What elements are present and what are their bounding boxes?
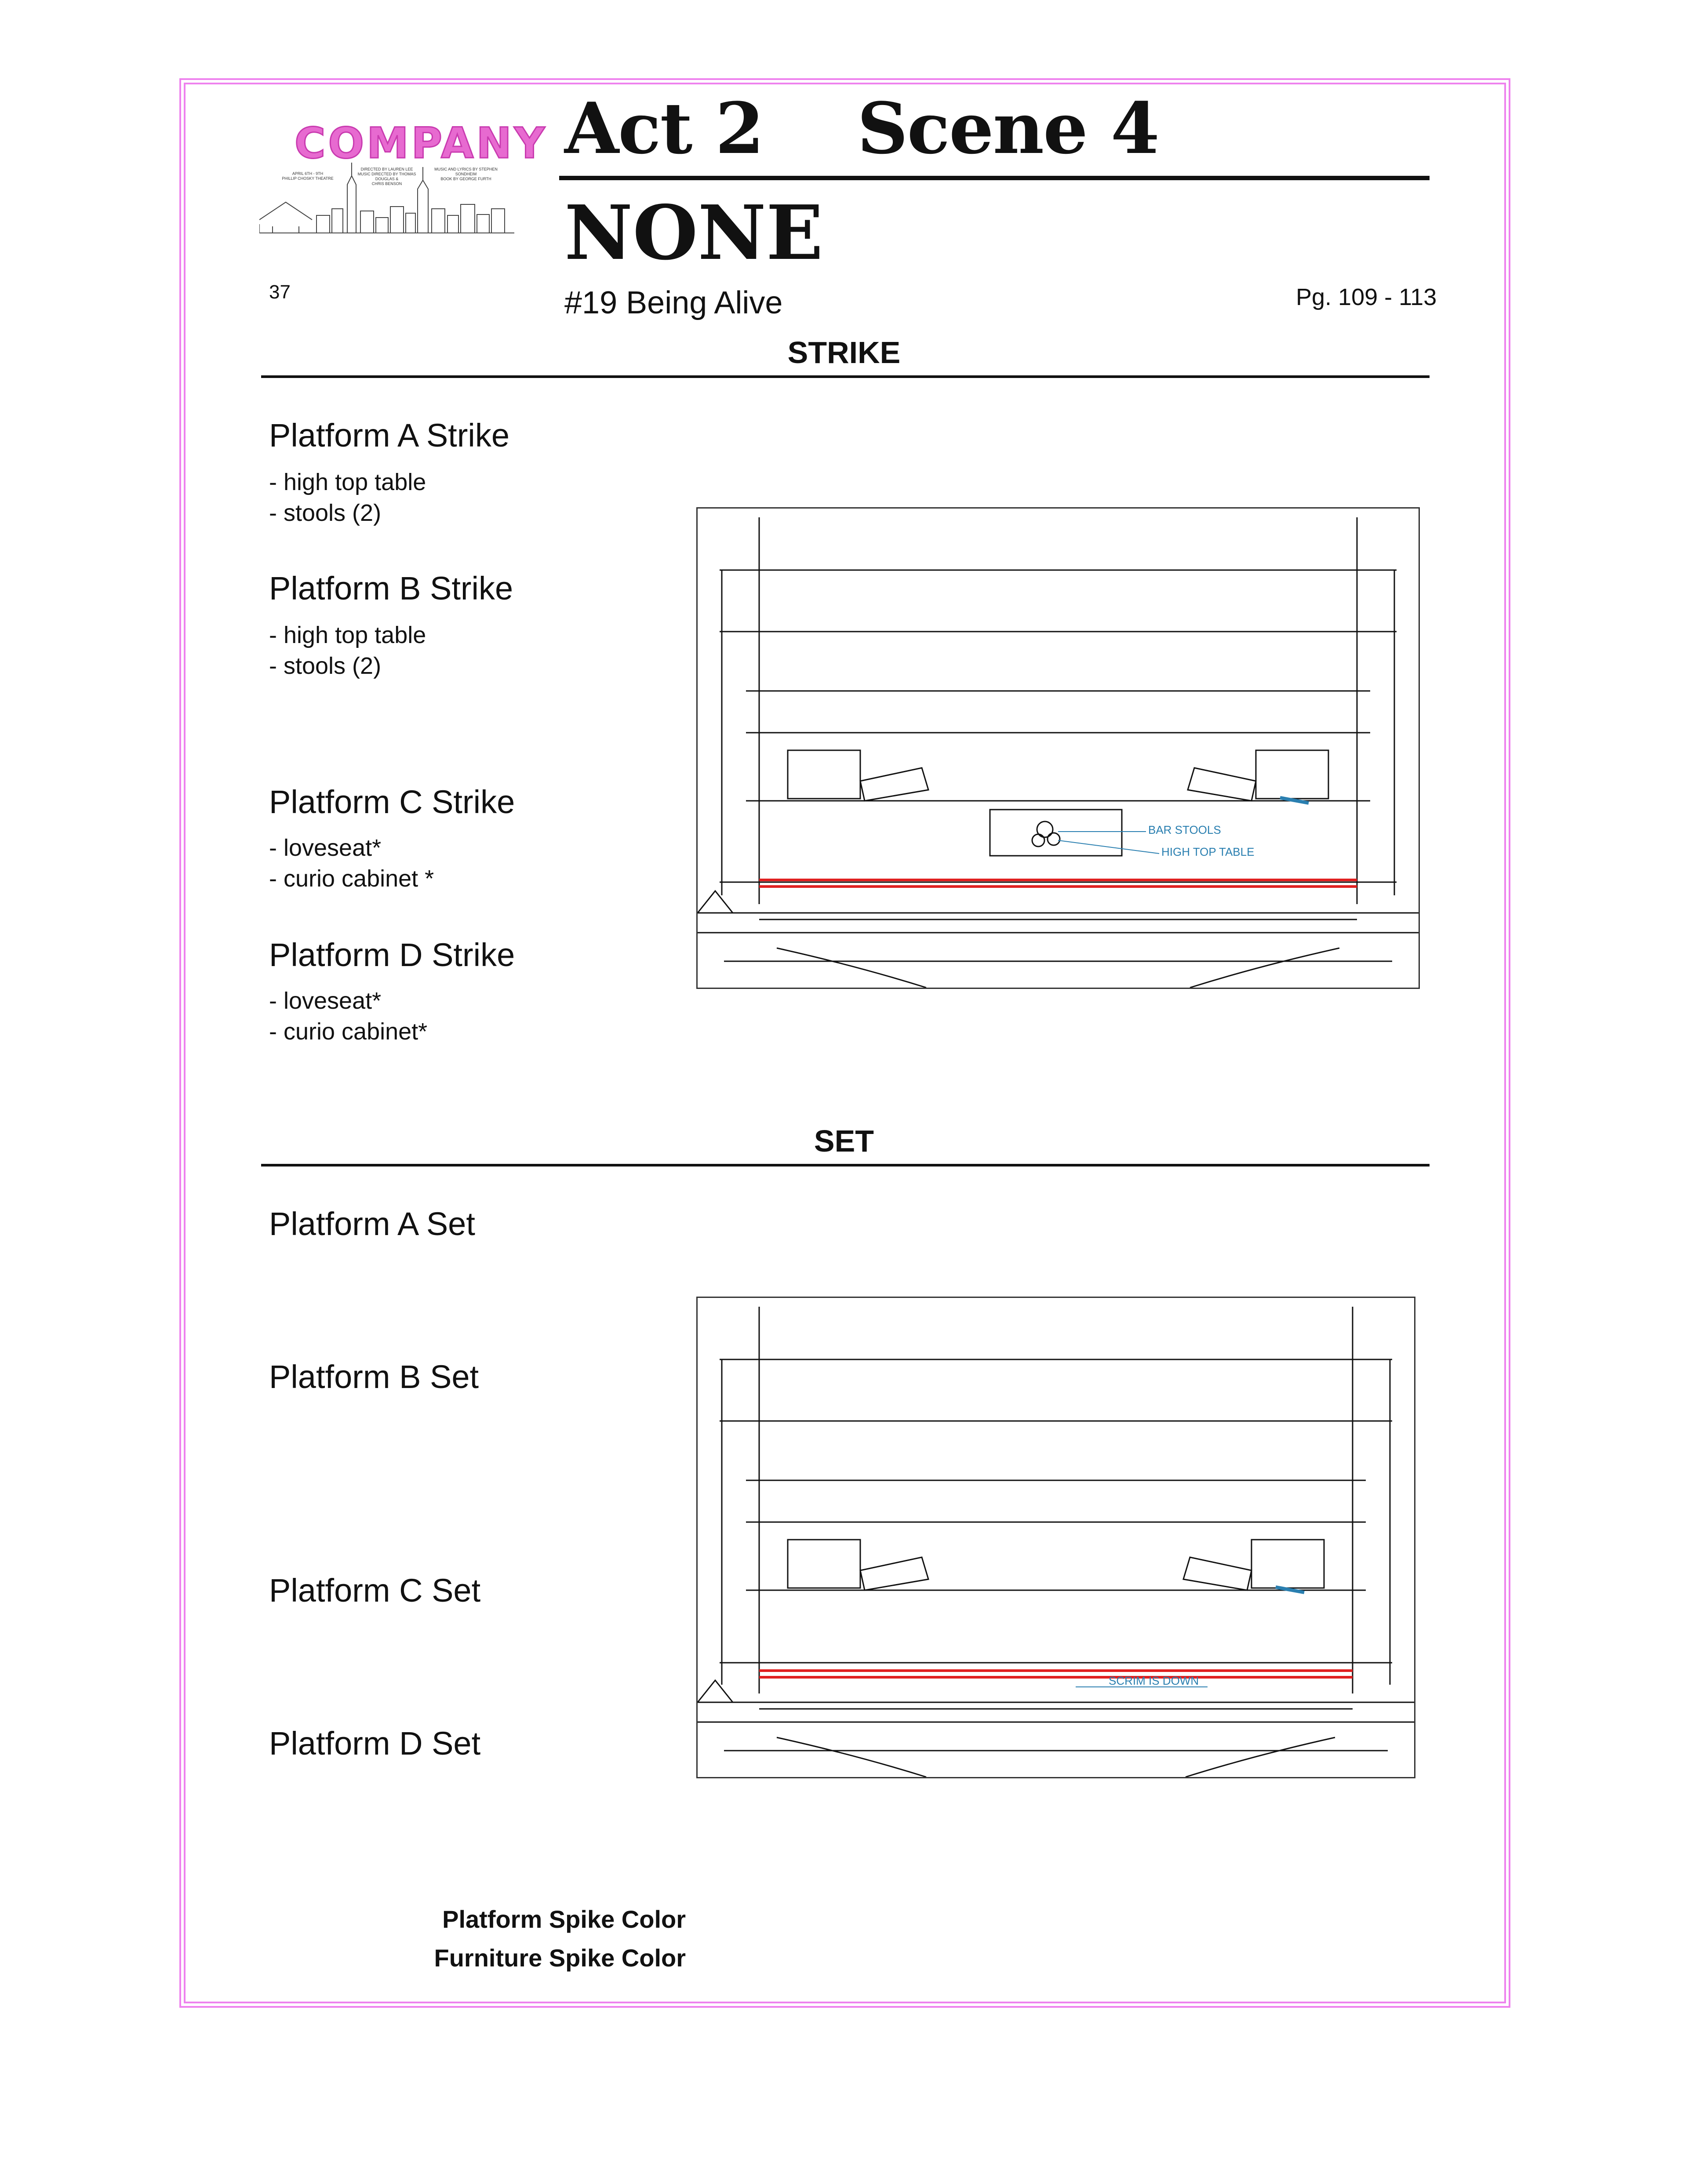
list-item: - curio cabinet* [269, 1018, 428, 1045]
high-top-table-label: HIGH TOP TABLE [1161, 845, 1255, 858]
set-platform-d-heading: Platform D Set [269, 1725, 481, 1762]
strike-platform-a-list [269, 467, 426, 528]
ground-plan-drawing [698, 509, 1419, 988]
strike-platform-c-heading: Platform C Strike [269, 784, 515, 820]
company-logo [259, 114, 548, 242]
list-item: - curio cabinet * [269, 865, 434, 892]
logo-credits-left: APRIL 6TH - 9TH PHILLIP CHOSKY THEATRE [282, 171, 334, 181]
page-number: 37 [269, 281, 291, 303]
furniture-spike-color-label: Furniture Spike Color [434, 1944, 686, 1972]
set-platform-b-heading: Platform B Set [269, 1359, 479, 1395]
scene-title: Scene 4 [857, 87, 1159, 170]
strike-ground-plan [696, 507, 1420, 989]
strike-section-title: STRIKE [787, 335, 901, 370]
strike-platform-c-list [269, 832, 434, 894]
logo-credits-mid: DIRECTED BY LAUREN LEE MUSIC DIRECTED BY THOMAS DOUGLAS & CHRIS BENSON [357, 167, 416, 186]
strike-platform-d-list [269, 985, 427, 1047]
list-item: - loveseat* [269, 988, 382, 1014]
strike-platform-d-heading: Platform D Strike [269, 937, 515, 973]
strike-platform-b-list [269, 620, 426, 681]
bar-stools-label: BAR STOOLS [1148, 823, 1221, 836]
header-divider [559, 176, 1430, 180]
ground-plan-drawing [698, 1298, 1414, 1777]
set-platform-c-heading: Platform C Set [269, 1572, 481, 1609]
platform-spike-color-label: Platform Spike Color [442, 1905, 686, 1933]
act-title: Act 2 [564, 87, 764, 170]
logo-credits-right: MUSIC AND LYRICS BY STEPHEN SONDHEIM BOOK BY GEORGE FURTH [434, 167, 498, 181]
list-item: - loveseat* [269, 835, 382, 861]
set-platform-a-heading: Platform A Set [269, 1206, 475, 1242]
scrim-label: SCRIM IS DOWN [1109, 1674, 1199, 1687]
list-item: - stools (2) [269, 500, 382, 526]
list-item: - high top table [269, 622, 426, 648]
strike-platform-b-heading: Platform B Strike [269, 570, 513, 607]
strike-platform-a-heading: Platform A Strike [269, 417, 509, 454]
list-item: - high top table [269, 469, 426, 495]
set-section-title: SET [814, 1124, 874, 1158]
logo-title: COMPANY [295, 119, 548, 168]
song-title: #19 Being Alive [564, 285, 783, 320]
script-pages: Pg. 109 - 113 [1296, 284, 1437, 310]
location-title: NONE [564, 189, 823, 277]
set-divider [261, 1164, 1430, 1166]
strike-divider [261, 375, 1430, 378]
list-item: - stools (2) [269, 653, 382, 679]
set-ground-plan [696, 1297, 1415, 1778]
